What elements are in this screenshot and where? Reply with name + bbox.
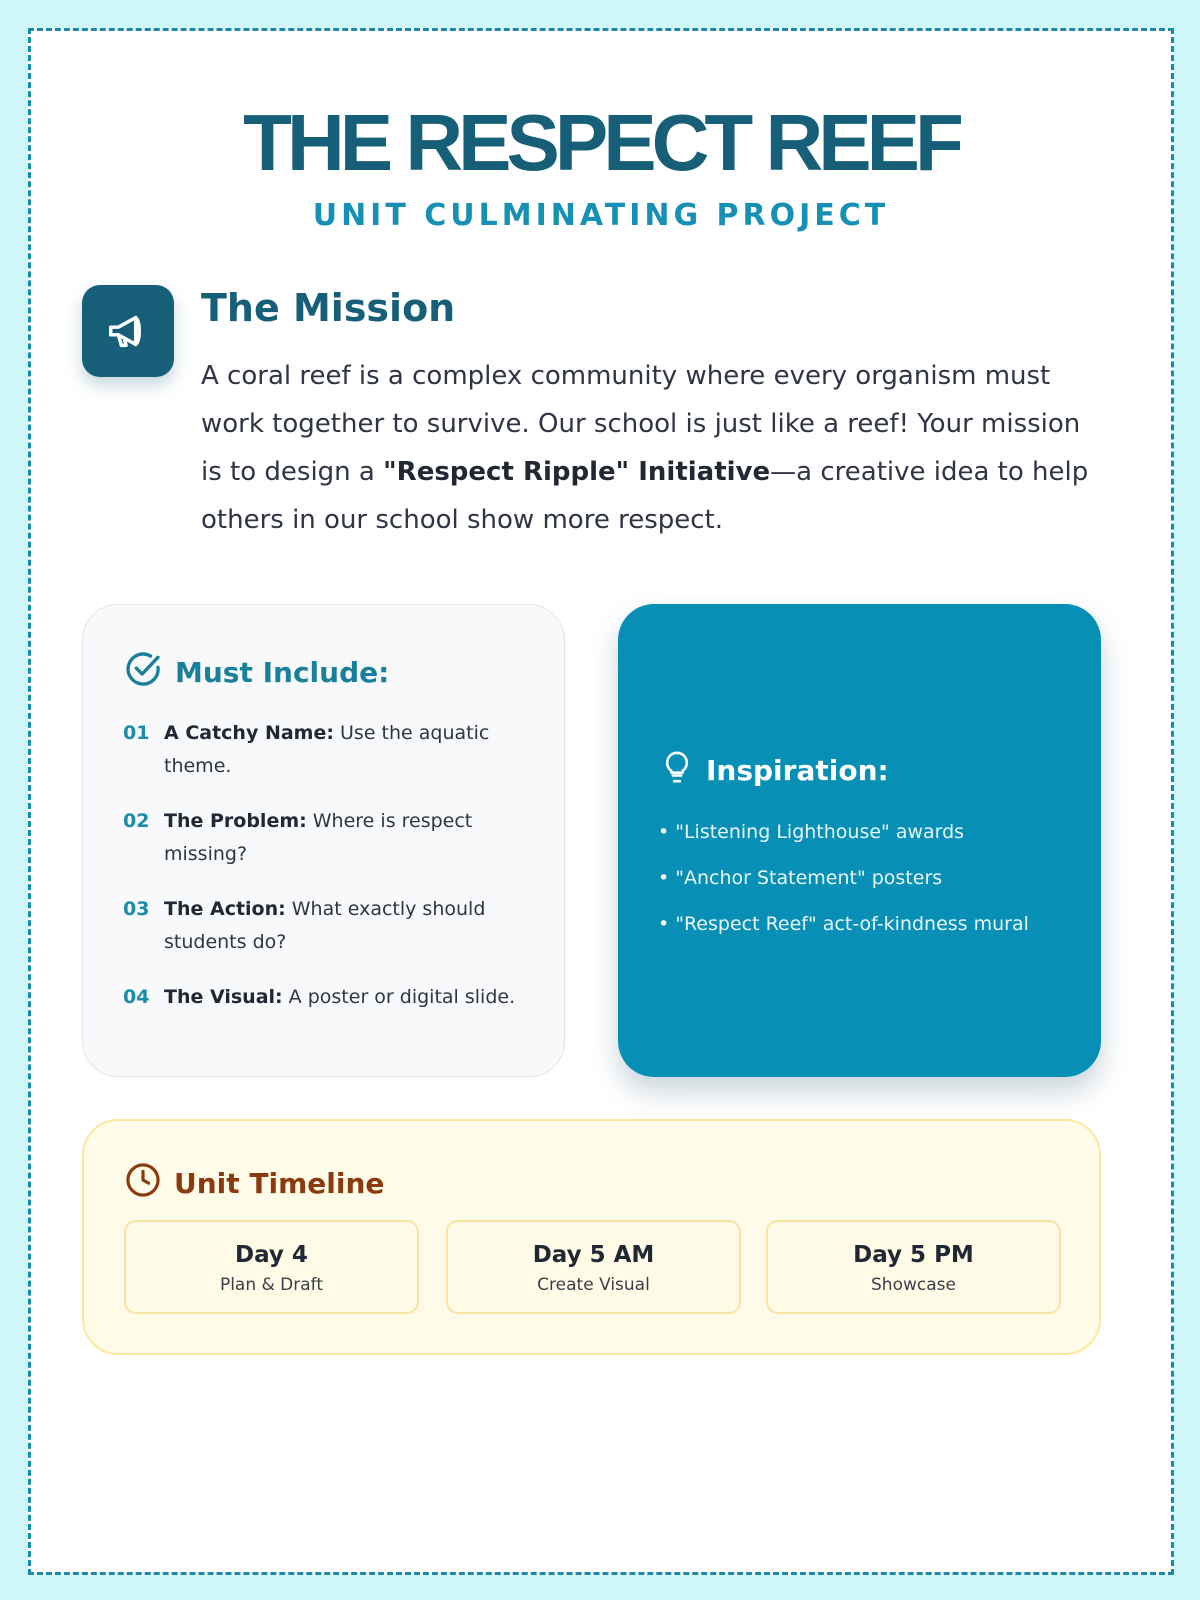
item-label: A Catchy Name: xyxy=(164,722,334,744)
step-task: Showcase xyxy=(871,1275,956,1295)
item-text xyxy=(164,805,528,871)
list-item xyxy=(123,981,528,1014)
item-text xyxy=(164,981,515,1014)
item-label: The Problem: xyxy=(164,810,307,832)
item-text xyxy=(164,893,528,959)
list-item: • "Anchor Statement" posters xyxy=(658,855,1083,901)
lightbulb-icon xyxy=(660,747,694,794)
item-number: 02 xyxy=(123,810,150,832)
mission-section xyxy=(201,288,1101,544)
item-text xyxy=(164,717,528,783)
step-day: Day 5 PM xyxy=(853,1242,974,1268)
item-description: A poster or digital slide. xyxy=(282,986,516,1008)
step-day: Day 4 xyxy=(235,1242,308,1268)
item-label: The Visual: xyxy=(164,986,283,1008)
list-item: • "Listening Lighthouse" awards xyxy=(658,809,1083,855)
step-task: Create Visual xyxy=(537,1275,650,1295)
page-subtitle: UNIT CULMINATING PROJECT xyxy=(312,198,890,233)
must-include-heading xyxy=(123,649,389,696)
timeline-title: Unit Timeline xyxy=(174,1167,385,1200)
step-day: Day 5 AM xyxy=(532,1242,655,1268)
timeline-heading xyxy=(124,1161,384,1206)
list-item: • "Respect Reef" act-of-kindness mural xyxy=(658,901,1083,947)
timeline-step xyxy=(766,1220,1061,1314)
mission-text xyxy=(201,352,1101,544)
item-label: The Action: xyxy=(164,898,286,920)
must-include-title: Must Include: xyxy=(175,656,390,689)
inspiration-list xyxy=(658,809,1083,947)
megaphone-icon xyxy=(82,285,174,377)
step-task: Plan & Draft xyxy=(219,1275,324,1295)
item-number: 03 xyxy=(123,898,150,920)
item-number: 01 xyxy=(123,722,150,744)
list-item xyxy=(123,893,528,959)
item-description: What exactly should students do? xyxy=(164,898,486,953)
mission-text-outro: —a creative idea to help others in our school show more respect. xyxy=(201,456,1089,535)
unit-timeline xyxy=(82,1119,1101,1355)
clock-icon xyxy=(124,1161,162,1206)
requirements-list xyxy=(123,717,528,1036)
project-sheet xyxy=(28,28,1174,1575)
inspiration-card xyxy=(618,604,1101,1077)
list-item xyxy=(123,717,528,783)
timeline-step xyxy=(446,1220,741,1314)
inspiration-heading xyxy=(660,747,889,794)
inspiration-title: Inspiration: xyxy=(706,754,889,787)
mission-text-initiative: "Respect Ripple" Initiative xyxy=(383,456,771,487)
check-circle-icon xyxy=(123,649,163,696)
must-include-card xyxy=(82,604,565,1077)
item-description: Where is respect missing? xyxy=(164,810,473,865)
item-number: 04 xyxy=(123,986,150,1008)
timeline-step xyxy=(124,1220,419,1314)
item-description: Use the aquatic theme. xyxy=(164,722,490,777)
mission-text-intro: A coral reef is a complex community where every organism must work together to survive. Our school is just like a reef! Your mission is to design a xyxy=(201,360,1081,487)
header xyxy=(31,98,1171,233)
page-title: THE RESPECT REEF xyxy=(243,98,959,187)
list-item xyxy=(123,805,528,871)
mission-title: The Mission xyxy=(201,286,456,330)
